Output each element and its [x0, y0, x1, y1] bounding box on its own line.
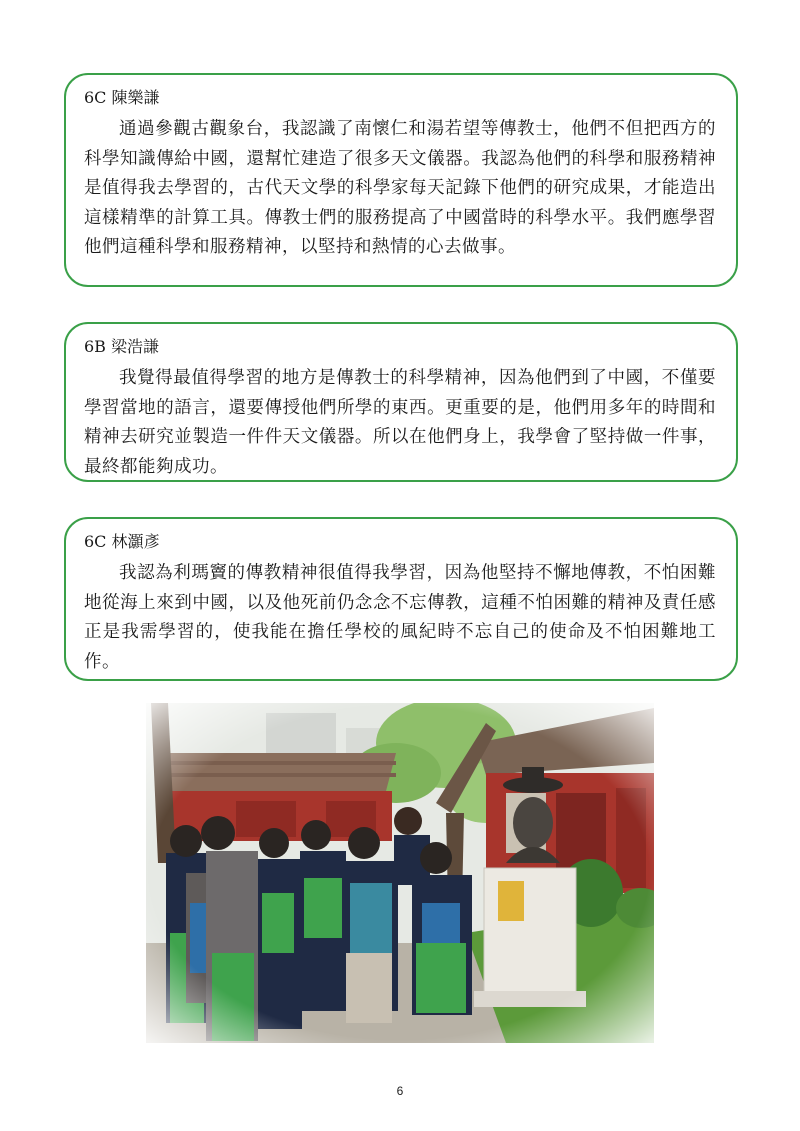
testimonial-card-3 [64, 517, 738, 681]
testimonial-card-2 [64, 322, 738, 482]
testimonial-text: 我認為利瑪竇的傳教精神很值得我學習，因為他堅持不懈地傳教，不怕困難地從海上來到中國，以及他死前仍念念不忘傳教，這種不怕困難的精神及責任感正是我需學習的，使我能在擔任學校的風紀時不忘自己的使命及不怕困難地工作。 [84, 563, 716, 672]
testimonial-author: 6B 梁浩謙 [84, 337, 160, 356]
field-trip-photo [146, 703, 654, 1043]
photo-illustration [146, 703, 654, 1043]
testimonial-text: 通過參觀古觀象台，我認識了南懷仁和湯若望等傳教士，他們不但把西方的科學知識傳給中國，還幫忙建造了很多天文儀器。我認為他們的科學和服務精神是值得我去學習的，古代天文學的科學家每天記錄下他們的研究成果，才能造出這樣精準的計算工具。傳教士們的服務提高了中國當時的科學水平。我們應學習他們這種科學和服務精神，以堅持和熱情的心去做事。 [84, 119, 716, 258]
page-number: 6 [396, 1084, 404, 1098]
testimonial-author: 6C 陳樂謙 [84, 88, 160, 107]
testimonial-author: 6C 林灝彥 [84, 532, 160, 551]
testimonial-text: 我覺得最值得學習的地方是傳教士的科學精神，因為他們到了中國，不僅要學習當地的語言，還要傳授他們所學的東西。更重要的是，他們用多年的時間和精神去研究並製造一件件天文儀器。所以在他們身上，我學會了堅持做一件事，最終都能夠成功。 [84, 368, 716, 477]
testimonial-card-1 [64, 73, 738, 287]
